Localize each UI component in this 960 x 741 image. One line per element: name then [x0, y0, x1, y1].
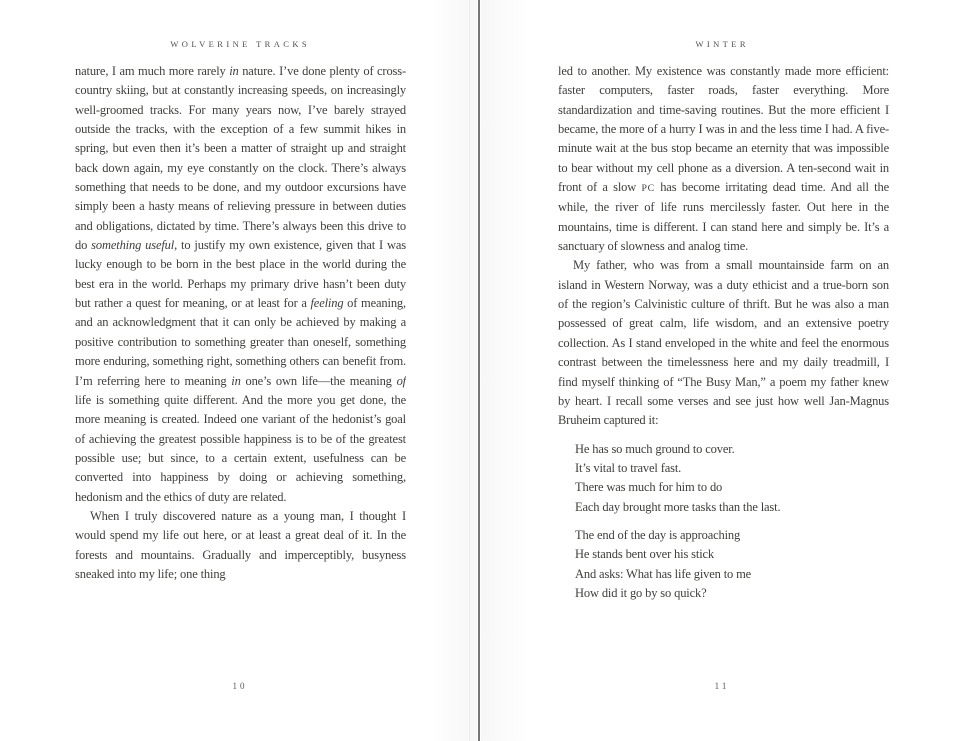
paragraph-continued: led to another. My existence was constantly made more efficient: faster computers, faster roads, faster everything. More standardization and time-saving routines. But the more efficient I became, the more of a hurry I was in and the less time I had. A five-minute wait at the bus stop became an eternity that was impossible to bear without my cell phone as a diversion. A ten-second wait in front of a slow PC has become irritating dead time. And all the while, the river of life runs mercilessly faster. Out here in the mountains, time is different. I can stand here and simply be. It’s a sanctuary of slowness and analog time.: [558, 64, 889, 254]
page-body-left: [75, 62, 406, 664]
page-body-right: [558, 62, 889, 664]
page-number-left: 10: [232, 681, 248, 691]
running-header-right: WINTER: [695, 39, 749, 49]
poem-blockquote: [575, 440, 889, 604]
poem-line: It’s vital to travel fast.: [575, 460, 682, 475]
poem-line: There was much for him to do: [575, 480, 723, 495]
poem-stanza: [575, 526, 889, 603]
poem-line: He stands bent over his stick: [575, 547, 715, 562]
running-header-left: WOLVERINE TRACKS: [170, 39, 311, 49]
paragraph: When I truly discovered nature as a young man, I thought I would spend my life out here, or at least a great deal of it. In the forests and mountains. Gradually and imperceptibly, busyness sneaked into my life; one thing: [75, 508, 406, 581]
page-left: [0, 0, 477, 741]
book-gutter: [478, 0, 480, 741]
poem-line: The end of the day is approaching: [575, 527, 741, 542]
paragraph: My father, who was from a small mountainside farm on an island in Western Norway, was a duty ethicist and a true-born son of the region’s Calvinistic culture of thrift. But he was also a man possessed of great calm, life wisdom, and an extensive poetry collection. As I stand enveloped in the white and feel the enormous contrast between the timelessness here and my daily treadmill, I find myself thinking of “The Busy Man,” a poem my father knew by heart. I recall some verses and see just how well Jan-Magnus Bruheim captured it:: [558, 258, 889, 428]
poem-line: He has so much ground to cover.: [575, 441, 735, 456]
poem-line: How did it go by so quick?: [575, 585, 707, 600]
paragraph-continued: nature, I am much more rarely in nature. I’ve done plenty of cross-country skiing, but at constantly increasing speeds, on increasingly well-groomed tracks. For many years now, I’ve barely strayed outside the tracks, with the exception of a few summit hikes in spring, but even then it’s been a matter of straight up and straight back down again, my eye constantly on the clock. There’s always something that needs to be done, and my outdoor excursions have simply been a hasty means of relieving pressure in between duties and obligations, dictated by time. There’s always been this drive to do something useful, to justify my own existence, given that I was lucky enough to be born in the best place in the world during the best era in the world. Perhaps my primary drive hasn’t been duty but rather a quest for meaning, or at least for a feeling of meaning, and an acknowledgment that it can only be achieved by making a positive contribution to something greater than oneself, something more enduring, something right, something others can benefit from. I’m referring here to meaning in one’s own life—the meaning of life is something quite different. And the more you get done, the more meaning is created. Indeed one variant of the hedonist’s goal of achieving the greatest possible happiness is to be of the greatest possible use; but since, to a certain extent, usefulness can be converted into happiness by doing or achieving something, hedonism and the ethics of duty are related.: [75, 64, 406, 504]
page-edge-shadow-left: [469, 0, 470, 741]
poem-stanza: [575, 440, 889, 517]
page-right: [481, 0, 960, 741]
poem-line: And asks: What has life given to me: [575, 566, 752, 581]
page-number-right: 11: [714, 681, 730, 691]
poem-line: Each day brought more tasks than the last.: [575, 499, 781, 514]
